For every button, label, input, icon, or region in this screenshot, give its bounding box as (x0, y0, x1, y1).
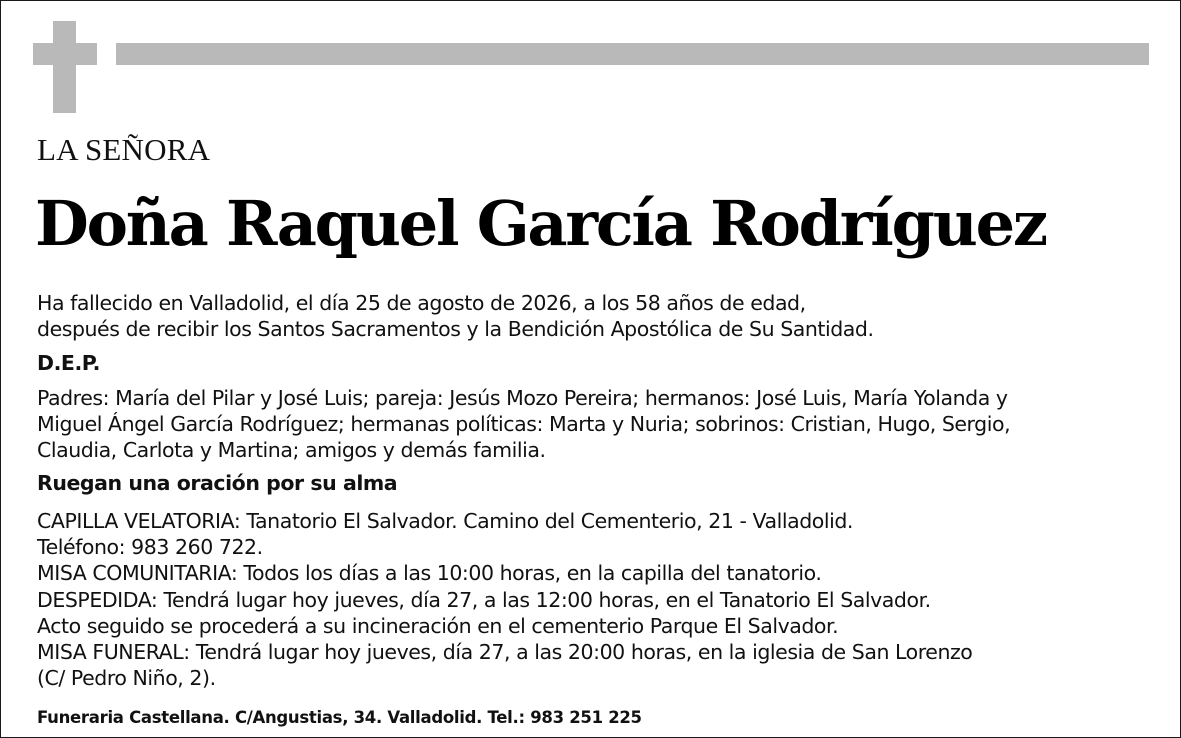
prayer-request: Ruegan una oración por su alma (37, 471, 398, 495)
announcement-line: Ha fallecido en Valladolid, el día 25 de agosto de 2026, a los 58 años de edad, (37, 291, 806, 315)
service-line: Acto seguido se procederá a su incineración en el cementerio Parque El Salvador. (37, 613, 839, 638)
family-line: Padres: María del Pilar y José Luis; pareja: Jesús Mozo Pereira; hermanos: José Luis, María Yolanda y (37, 386, 1008, 410)
family-line: Miguel Ángel García Rodríguez; hermanas políticas: Marta y Nuria; sobrinos: Cristian, Hugo, Sergio, (37, 412, 1011, 436)
cross-icon-arm (33, 43, 97, 65)
services-paragraph (37, 508, 1157, 691)
service-line: MISA COMUNITARIA: Todos los días a las 10:00 horas, en la capilla del tanatorio. (37, 561, 822, 586)
service-line: CAPILLA VELATORIA: Tanatorio El Salvador. Camino del Cementerio, 21 - Valladolid. (37, 509, 853, 533)
dep-label: D.E.P. (37, 351, 100, 375)
header-rule (116, 43, 1149, 65)
cross-icon (53, 21, 76, 113)
family-paragraph (37, 385, 1157, 463)
service-line: Teléfono: 983 260 722. (37, 535, 263, 560)
funeral-home-footer: Funeraria Castellana. C/Angustias, 34. Valladolid. Tel.: 983 251 225 (37, 708, 642, 727)
service-line: DESPEDIDA: Tendrá lugar hoy jueves, día 27, a las 12:00 horas, en el Tanatorio El Salvador. (37, 587, 931, 612)
deceased-name: Doña Raquel García Rodríguez (35, 187, 1046, 260)
service-line: (C/ Pedro Niño, 2). (37, 666, 216, 691)
announcement-line: después de recibir los Santos Sacramentos y la Bendición Apostólica de Su Santidad. (37, 317, 874, 341)
service-line: MISA FUNERAL: Tendrá lugar hoy jueves, día 27, a las 20:00 horas, en la iglesia de San Lorenzo (37, 640, 973, 665)
announcement-paragraph (37, 290, 1157, 342)
family-line: Claudia, Carlota y Martina; amigos y demás familia. (37, 438, 546, 462)
honorific: LA SEÑORA (37, 132, 211, 167)
